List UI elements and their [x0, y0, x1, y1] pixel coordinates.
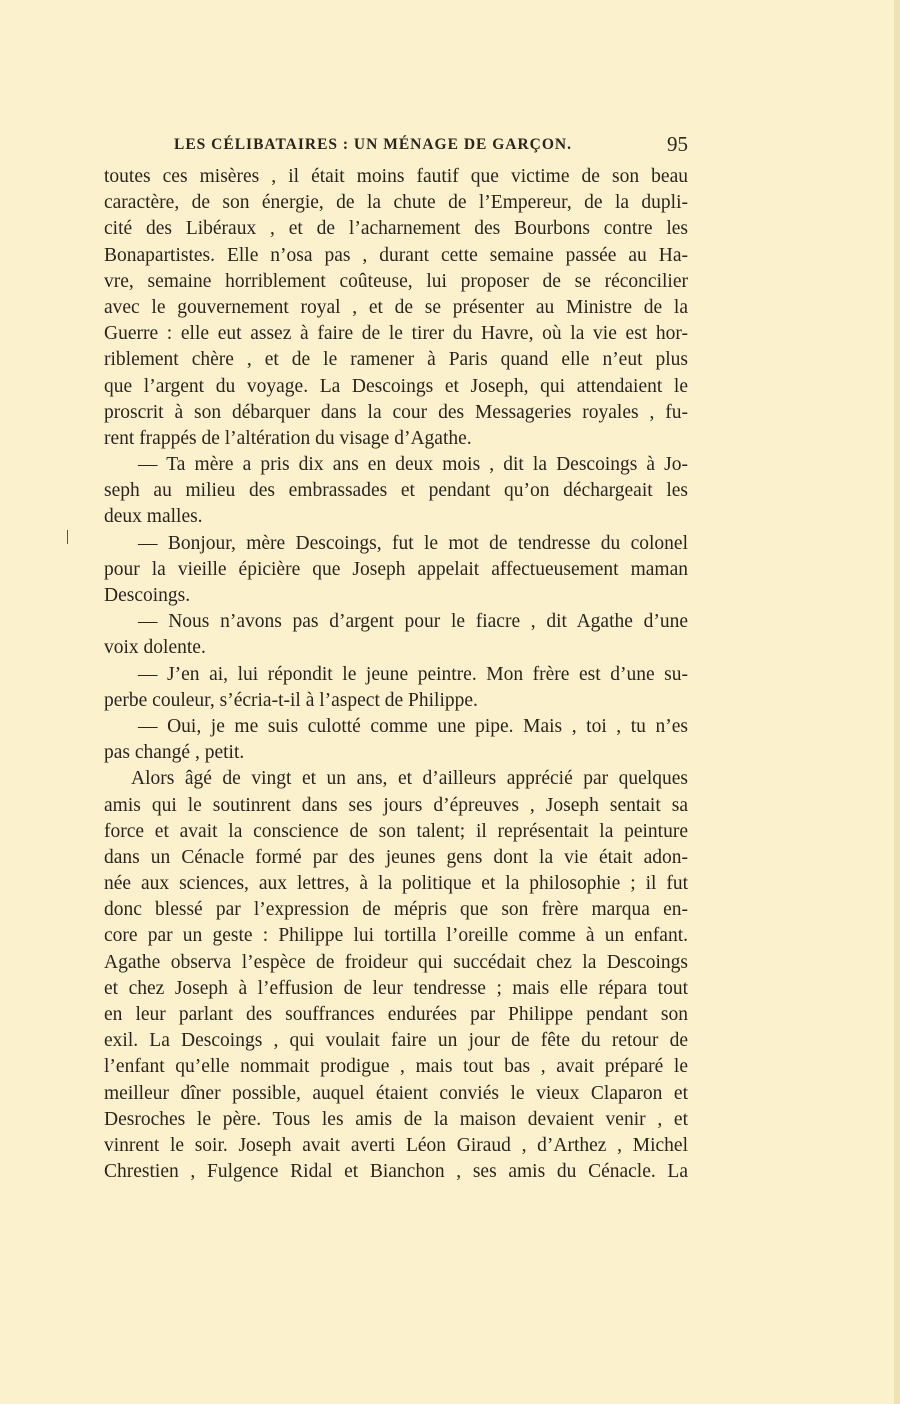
page-edge: [894, 0, 900, 1404]
text-line: vinrent le soir. Joseph avait averti Léon Giraud , d’Arthez , Michel: [104, 1134, 688, 1156]
text-line: core par un geste : Philippe lui tortilla l’oreille comme à un enfant.: [104, 925, 688, 947]
text-line: force et avait la conscience de son talent; il représentait la peinture: [104, 820, 688, 842]
text-line: — Oui, je me suis culotté comme une pipe. Mais , toi , tu n’es: [138, 715, 688, 737]
text-line: caractère, de son énergie, de la chute de l’Empereur, de la dupli-: [104, 192, 688, 214]
text-line: proscrit à son débarquer dans la cour des Messageries royales , fu-: [104, 401, 688, 423]
text-line: cité des Libéraux , et de l’acharnement des Bourbons contre les: [104, 218, 688, 240]
text-line: et chez Joseph à l’effusion de leur tendresse ; mais elle répara tout: [104, 977, 688, 999]
text-line: en leur parlant des souffrances endurées par Philippe pendant son: [104, 1004, 688, 1025]
text-line: perbe couleur, s’écria-t-il à l’aspect de Philippe.: [104, 689, 478, 711]
text-line: exil. La Descoings , qui voulait faire un jour de fête du retour de: [104, 1030, 688, 1052]
text-line: Guerre : elle eut assez à faire de le tirer du Havre, où la vie est hor-: [104, 323, 688, 345]
text-line: toutes ces misères , il était moins fautif que victime de son beau: [104, 166, 688, 187]
margin-mark: [67, 530, 68, 544]
text-line: Agathe observa l’espèce de froideur qui succédait chez la Descoings: [104, 951, 688, 973]
text-line: l’enfant qu’elle nommait prodigue , mais tout bas , avait préparé le: [104, 1056, 688, 1078]
text-line: vre, semaine horriblement coûteuse, lui proposer de se réconcilier: [104, 270, 688, 292]
text-line: Alors âgé de vingt et un ans, et d’ailleurs apprécié par quelques: [131, 768, 688, 790]
text-line: deux malles.: [104, 506, 203, 528]
text-line: Descoings.: [104, 585, 191, 606]
text-line: riblement chère , et de le ramener à Paris quand elle n’eut plus: [104, 349, 688, 371]
running-header: [104, 134, 688, 160]
text-line: — Bonjour, mère Descoings, fut le mot de tendresse du colonel: [138, 532, 688, 554]
text-line: — Nous n’avons pas d’argent pour le fiacre , dit Agathe d’une: [138, 611, 688, 633]
text-line: avec le gouvernement royal , et de se présenter au Ministre de la: [104, 296, 688, 318]
text-line: pas changé , petit.: [104, 742, 245, 764]
text-line: seph au milieu des embrassades et pendant qu’on déchargeait les: [104, 480, 688, 502]
text-line: Desroches le père. Tous les amis de la maison devaient venir , et: [104, 1108, 688, 1130]
text-line: Bonapartistes. Elle n’osa pas , durant cette semaine passée au Ha-: [104, 244, 688, 266]
text-line: — J’en ai, lui répondit le jeune peintre. Mon frère est d’une su-: [138, 663, 688, 685]
text-line: née aux sciences, aux lettres, à la politique et la philosophie ; il fut: [104, 873, 688, 895]
text-line: amis qui le soutinrent dans ses jours d’épreuves , Joseph sentait sa: [104, 794, 688, 816]
text-line: pour la vieille épicière que Joseph appelait affectueusement maman: [104, 558, 688, 580]
text-line: que l’argent du voyage. La Descoings et Joseph, qui attendaient le: [104, 375, 688, 397]
text-line: meilleur dîner possible, auquel étaient conviés le vieux Claparon et: [104, 1082, 688, 1104]
text-line: dans un Cénacle formé par des jeunes gens dont la vie était adon-: [104, 846, 688, 868]
text-line: — Ta mère a pris dix ans en deux mois , dit la Descoings à Jo-: [138, 454, 688, 476]
text-line: donc blessé par l’expression de mépris que son frère marqua en-: [104, 899, 688, 921]
text-line: Chrestien , Fulgence Ridal et Bianchon , ses amis du Cénacle. La: [104, 1161, 688, 1183]
page-number: 95: [667, 132, 688, 156]
text-line: rent frappés de l’altération du visage d’Agathe.: [104, 427, 472, 449]
text-line: voix dolente.: [104, 637, 206, 659]
page-body-text: [104, 164, 688, 1185]
running-title: LES CÉLIBATAIRES : UN MÉNAGE DE GARÇON.: [174, 136, 572, 153]
